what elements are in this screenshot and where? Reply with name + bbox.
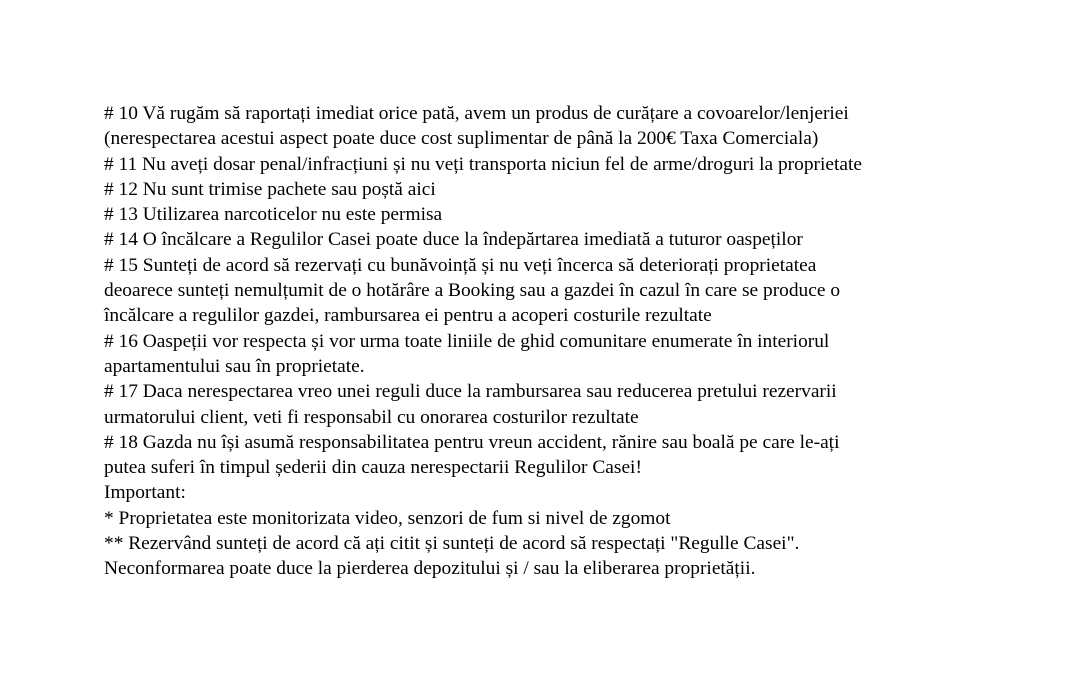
rule-16-line-1: # 16 Oaspeții vor respecta și vor urma toate liniile de ghid comunitare enumerate în interiorul: [104, 330, 830, 352]
house-rules-document: [104, 101, 986, 582]
rule-16: [104, 329, 986, 380]
rule-15-line-3: încălcare a regulilor gazdei, rambursarea ei pentru a acoperi costurile rezultate: [104, 305, 712, 327]
important-section: [104, 480, 986, 581]
rule-17-line-1: # 17 Daca nerespectarea vreo unei reguli duce la rambursarea sau reducerea pretului rezervarii: [104, 381, 837, 403]
rule-10-line-1: # 10 Vă rugăm să raportați imediat orice pată, avem un produs de curățare a covoarelor/lenjeriei: [104, 103, 849, 124]
rule-18-line-1: # 18 Gazda nu își asumă responsabilitatea pentru vreun accident, rănire sau boală pe care le-ați: [104, 431, 840, 453]
rule-14-line-1: # 14 O încălcare a Regulilor Casei poate duce la îndepărtarea imediată a tuturor oaspeților: [104, 229, 803, 251]
rule-10-line-2: (nerespectarea acestui aspect poate duce cost suplimentar de până la 200€ Taxa Comerciala): [104, 128, 819, 150]
rule-18-line-2: putea suferi în timpul șederii din cauza nerespectarii Regulilor Casei!: [104, 457, 642, 479]
rule-12: [104, 177, 986, 202]
rule-16-line-2: apartamentului sau în proprietate.: [104, 355, 365, 377]
rule-10: [104, 101, 986, 152]
rule-15-line-2: deoarece sunteți nemulțumit de o hotărâre a Booking sau a gazdei în cazul în care se produce o: [104, 280, 841, 302]
rule-15: [104, 253, 986, 329]
important-heading: Important:: [104, 482, 186, 504]
important-note-agreement: ** Rezervând sunteți de acord că ați citit și sunteți de acord să respectați "Regulle Casei".: [104, 533, 800, 555]
rule-15-line-1: # 15 Sunteți de acord să rezervați cu bunăvoință și nu veți încerca să deteriorați proprietatea: [104, 254, 817, 276]
important-note-consequences: Neconformarea poate duce la pierderea depozitului și / sau la eliberarea proprietății.: [104, 558, 756, 580]
rule-14: [104, 227, 986, 252]
rule-11-line-1: # 11 Nu aveți dosar penal/infracțiuni și nu veți transporta niciun fel de arme/droguri la proprietate: [104, 153, 862, 175]
rule-13-line-1: # 13 Utilizarea narcoticelor nu este permisa: [104, 204, 443, 226]
rule-13: [104, 202, 986, 227]
rule-12-line-1: # 12 Nu sunt trimise pachete sau poștă aici: [104, 178, 436, 200]
rule-11: [104, 152, 986, 177]
rule-17: [104, 379, 986, 430]
important-note-monitoring: * Proprietatea este monitorizata video, senzori de fum si nivel de zgomot: [104, 507, 671, 529]
rule-17-line-2: urmatorului client, veti fi responsabil cu onorarea costurilor rezultate: [104, 406, 639, 428]
rule-18: [104, 430, 986, 481]
